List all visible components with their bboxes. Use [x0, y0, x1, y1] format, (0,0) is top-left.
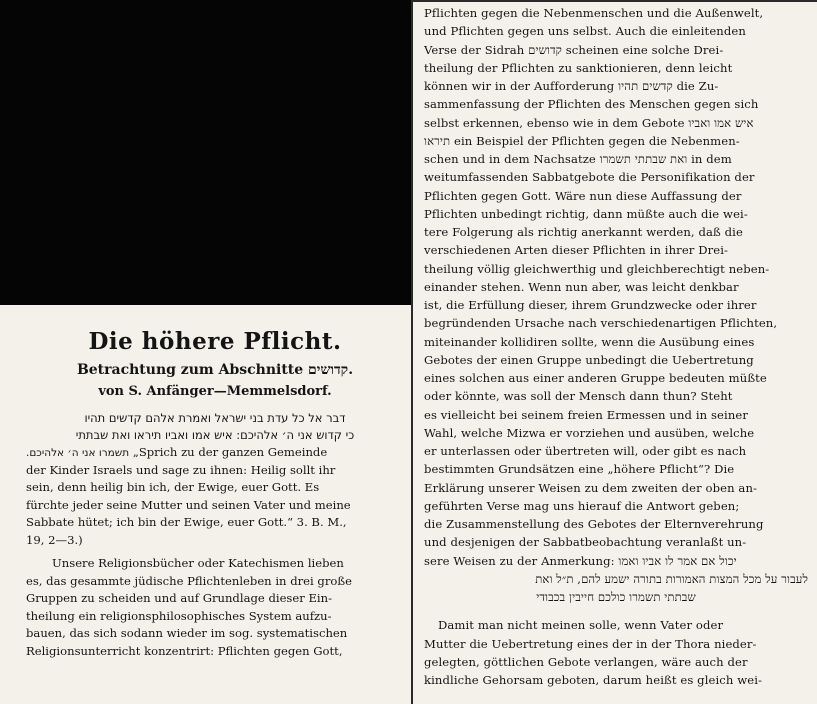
top-border: [413, 0, 817, 2]
text-line: miteinander kollidiren sollte, wenn die Ausübung eines: [424, 334, 755, 349]
text-line: Pflichten gegen die Nebenmenschen und die Außenwelt,: [424, 6, 764, 20]
text-line: selbst erkennen, ebenso wie in dem Gebote איש אמו ואביו: [424, 115, 754, 130]
body-line: bauen, das sich sodann wieder im sog. systematischen: [26, 626, 348, 640]
text-line: und Pflichten gegen uns selbst. Auch die einleitenden: [424, 24, 746, 39]
text-line: weitumfassenden Sabbatgebote die Personifikation der: [424, 170, 755, 185]
text-line: תיראו ein Beispiel der Pflichten gegen die Nebenmen-: [424, 133, 740, 148]
text-line: theilung völlig gleichwerthig und gleichberechtigt neben-: [424, 261, 770, 276]
article-title: Die höhere Pflicht.: [88, 328, 342, 355]
paragraph-gap: [424, 606, 808, 616]
text-line: tere Folgerung als richtig anerkannt werden, daß die: [424, 225, 743, 239]
body-line: theilung ein religionsphilosophisches System aufzu-: [26, 608, 332, 623]
text-line: geführten Verse mag uns hierauf die Antwort geben;: [424, 498, 740, 513]
text-line: schen und in dem Nachsatze ואת שבתתי תשמרו in dem: [424, 152, 732, 166]
text-line: Pflichten unbedingt richtig, dann müßte auch die wei-: [424, 206, 748, 221]
text-line: Verse der Sidrah קדושים scheinen eine solche Drei-: [424, 42, 724, 57]
text-line: Erklärung unserer Weisen zu dem zweiten der oben an-: [424, 480, 758, 495]
text-line: Wahl, welche Mizwa er vorziehen und ausüben, welche: [424, 425, 755, 440]
hebrew-line: לעבור על מכל המצות האמורות בתורה ישמע להם, ת״ל ואת: [535, 571, 808, 586]
quote-line: Sabbate hütet; ich bin der Ewige, euer Gott.“ 3. B. M.,: [26, 515, 347, 529]
body-line: Gruppen zu scheiden und auf Grundlage dieser Ein-: [26, 591, 333, 605]
text-line: oder könnte, was soll der Mensch dann thun? Steht: [424, 389, 733, 404]
blacked-out-region: [0, 0, 411, 305]
text-line: bestimmten Grundsätzen eine „höhere Pflicht“? Die: [424, 462, 735, 477]
article-author: von S. Anfänger—Memmelsdorf.: [98, 384, 332, 399]
quote-text: „Sprich zu der ganzen Gemeinde: [132, 445, 328, 459]
text-line: sammenfassung der Pflichten des Menschen gegen sich: [424, 97, 759, 112]
quote-line: 19, 2—3.): [26, 532, 83, 547]
text-line: er unterlassen oder übertreten will, oder gibt es nach: [424, 444, 747, 458]
text-line: gelegten, göttlichen Gebote verlangen, wäre auch der: [424, 654, 748, 669]
text-line: die Zusammenstellung des Gebotes der Elternverehrung: [424, 517, 764, 531]
text-line: Pflichten gegen Gott. Wäre nun diese Auffassung der: [424, 188, 742, 203]
text-line: es vielleicht bei seinem freien Ermessen und in seiner: [424, 407, 748, 422]
column-divider: [411, 0, 413, 704]
body-line: Unsere Religionsbücher oder Katechismen lieben: [52, 556, 344, 570]
article-column: [26, 312, 404, 660]
article-subtitle: Betrachtung zum Abschnitte קדושים.: [76, 362, 354, 378]
text-line: Mutter die Uebertretung eines der in der Thora nieder-: [424, 636, 757, 651]
quote-line: fürchte jeder seine Mutter und seinen Vater und meine: [26, 497, 351, 512]
text-line: kindliche Gehorsam geboten, darum heißt es gleich wei-: [424, 673, 763, 687]
text-line: verschiedenen Arten dieser Pflichten in ihrer Drei-: [424, 243, 729, 258]
text-line: Damit man nicht meinen solle, wenn Vater oder: [438, 618, 724, 633]
text-line: eines solchen aus einer anderen Gruppe bedeuten müßte: [424, 371, 767, 385]
text-line: ist, die Erfüllung dieser, ihrem Grundzwecke oder ihrer: [424, 298, 757, 312]
hebrew-line: כי קדוש אני ה׳ אלהיכם: איש אמו ואביו תיראו ואת שבתתי: [75, 428, 355, 442]
text-line: und desjenigen der Sabbatbeobachtung veranlaßt un-: [424, 535, 747, 550]
right-column: [424, 4, 808, 689]
hebrew-verse: [26, 410, 404, 444]
text-line: theilung der Pflichten zu sanktionieren, denn leicht: [424, 60, 733, 75]
text-line: Gebotes der einen Gruppe unbedingt die Uebertretung: [424, 352, 754, 367]
hebrew-fragment: תשמרו אני ה׳ אלהיכם.: [26, 447, 130, 459]
body-line: Religionsunterricht konzentrirt: Pflichten gegen Gott,: [26, 643, 343, 658]
hebrew-line: דבר אל כל עדת בני ישראל ואמרת אלהם קדשים תהיו: [84, 411, 346, 425]
body-line: es, das gesammte jüdische Pflichtenleben in drei große: [26, 573, 352, 588]
hebrew-line: שבתתי תשמרו כולכם חייבין בכבודי: [536, 590, 696, 604]
text-line: können wir in der Aufforderung קדשים תהיו die Zu-: [424, 79, 719, 93]
text-line: begründenden Ursache nach verschiedenartigen Pflichten,: [424, 316, 778, 331]
quote-line: sein, denn heilig bin ich, der Ewige, euer Gott. Es: [26, 480, 320, 494]
quote-line: der Kinder Israels und sage zu ihnen: Heilig sollt ihr: [26, 462, 336, 477]
quote-line: [26, 444, 404, 462]
text-line: einander stehen. Wenn nun aber, was leicht denkbar: [424, 279, 739, 294]
hebrew-line: sere Weisen zu der Anmerkung: יכול אם אמר לו אביו ואמו: [424, 553, 737, 568]
